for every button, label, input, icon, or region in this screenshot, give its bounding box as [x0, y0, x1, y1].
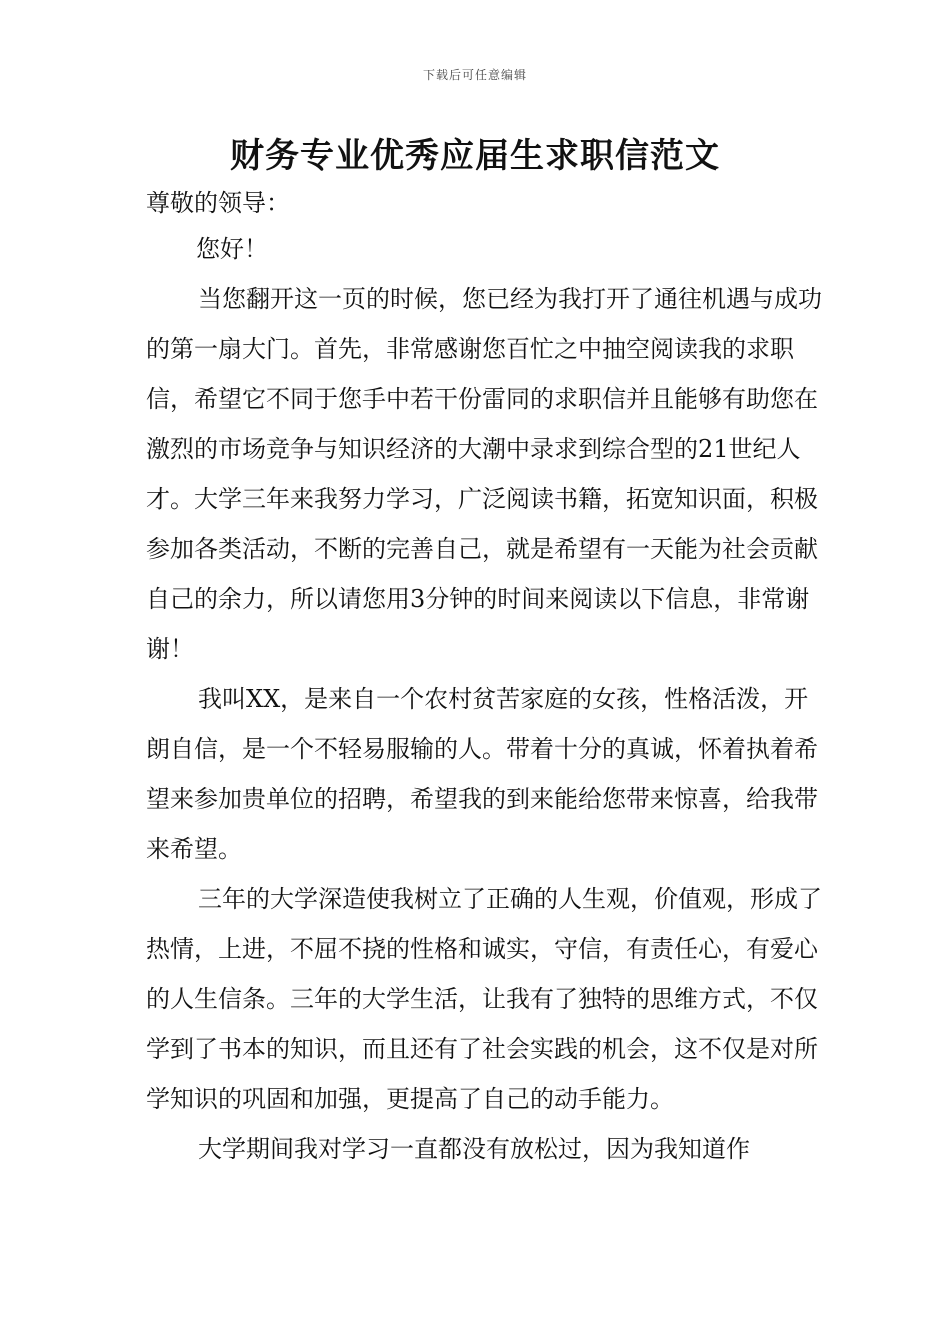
page-title: 财务专业优秀应届生求职信范文	[230, 136, 720, 176]
paragraph: 我叫XX，是来自一个农村贫苦家庭的女孩，性格活泼，开朗自信，是一个不轻易服输的人。带着十分的真诚，怀着执着希望来参加贵单位的招聘，希望我的到来能给您带来惊喜，给我带来希望。	[146, 685, 818, 863]
header-note: 下载后可任意编辑	[422, 68, 527, 82]
paragraph: 三年的大学深造使我树立了正确的人生观，价值观，形成了热情，上进，不屈不挠的性格和诚实，守信，有责任心，有爱心的人生信条。三年的大学生活，让我有了独特的思维方式，不仅学到了书本的知识，而且还有了社会实践的机会，这不仅是对所学知识的巩固和加强，更提高了自己的动手能力。	[146, 885, 822, 1113]
letter-body	[146, 274, 826, 1174]
paragraph: 当您翻开这一页的时候，您已经为我打开了通往机遇与成功的第一扇大门。首先，非常感谢您百忙之中抽空阅读我的求职信，希望它不同于您手中若干份雷同的求职信并且能够有助您在激烈的市场竞争与知识经济的大潮中录求到综合型的21世纪人才。大学三年来我努力学习，广泛阅读书籍，拓宽知识面，积极参加各类活动，不断的完善自己，就是希望有一天能为社会贡献自己的余力，所以请您用3分钟的时间来阅读以下信息，非常谢谢！	[146, 285, 822, 663]
salutation: 尊敬的领导：	[146, 189, 290, 217]
paragraph: 大学期间我对学习一直都没有放松过，因为我知道作	[198, 1135, 750, 1163]
greeting: 您好！	[196, 235, 268, 263]
